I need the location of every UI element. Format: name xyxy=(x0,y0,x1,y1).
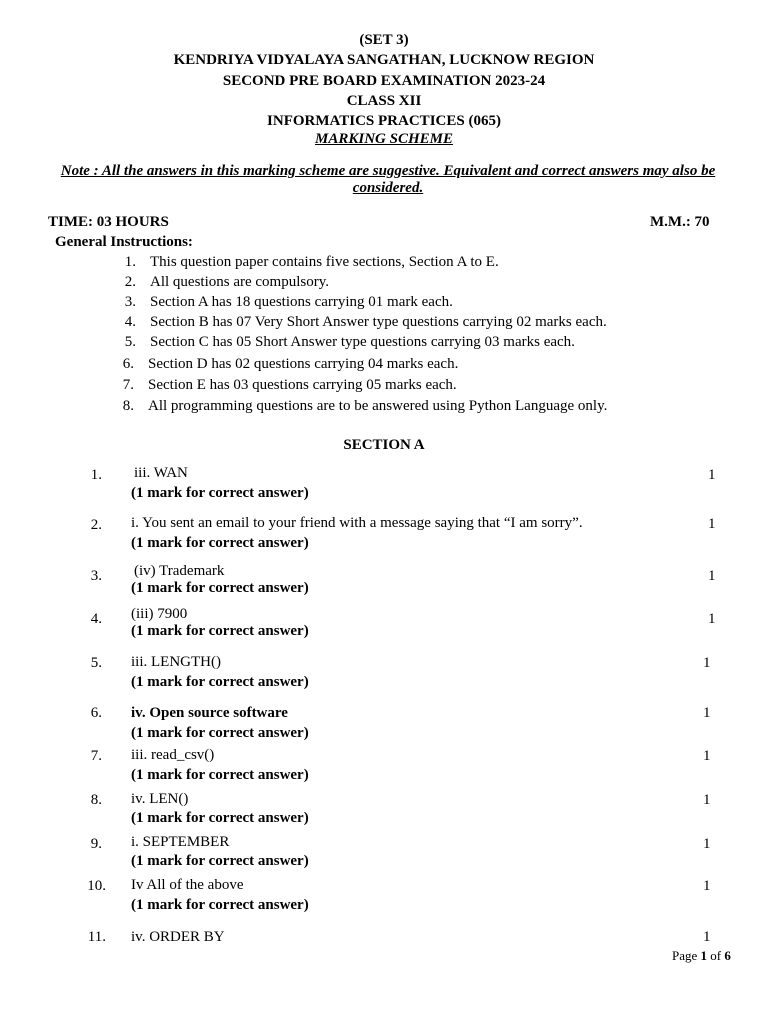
marking-note: (1 mark for correct answer) xyxy=(131,580,309,596)
marking-note: (1 mark for correct answer) xyxy=(131,767,309,783)
instruction-number: 3. xyxy=(124,294,136,310)
question-number: 5. xyxy=(90,655,102,671)
class-title: CLASS XII xyxy=(346,93,422,109)
instruction-text: All programming questions are to be answered using Python Language only. xyxy=(148,398,608,414)
exam-title: SECOND PRE BOARD EXAMINATION 2023-24 xyxy=(222,73,546,89)
question-number: 3. xyxy=(90,568,102,584)
instruction-number: 5. xyxy=(124,334,136,350)
answer-text: iii. WAN xyxy=(134,465,188,481)
question-number: 4. xyxy=(90,611,102,627)
marking-note: (1 mark for correct answer) xyxy=(131,810,309,826)
marking-note: (1 mark for correct answer) xyxy=(131,485,309,501)
marks-value: 1 xyxy=(703,792,711,808)
answer-text: iii. LENGTH() xyxy=(131,654,221,670)
marking-note: (1 mark for correct answer) xyxy=(131,674,309,690)
answer-text: iii. read_csv() xyxy=(131,747,215,763)
question-number: 9. xyxy=(90,836,102,852)
answer-text: (iii) 7900 xyxy=(131,606,188,622)
question-number: 8. xyxy=(90,792,102,808)
instruction-number: 4. xyxy=(124,314,136,330)
max-marks-label: M.M.: 70 xyxy=(650,214,710,230)
organization-title: KENDRIYA VIDYALAYA SANGATHAN, LUCKNOW REGION xyxy=(173,52,595,68)
instruction-number: 7. xyxy=(122,377,134,393)
instructions-title: General Instructions: xyxy=(55,234,193,250)
marks-value: 1 xyxy=(703,836,711,852)
subject-title: INFORMATICS PRACTICES (065) xyxy=(267,113,501,129)
question-number: 11. xyxy=(87,929,106,945)
answer-text: Iv All of the above xyxy=(131,877,244,893)
answer-text: i. SEPTEMBER xyxy=(131,834,230,850)
set-label: (SET 3) xyxy=(359,32,409,48)
instruction-text: Section A has 18 questions carrying 01 mark each. xyxy=(150,294,453,310)
instruction-number: 2. xyxy=(124,274,136,290)
marks-value: 1 xyxy=(703,929,711,945)
marks-value: 1 xyxy=(708,568,716,584)
answer-text: iv. LEN() xyxy=(131,791,189,807)
section-title: SECTION A xyxy=(343,437,425,453)
instruction-text: Section B has 07 Very Short Answer type questions carrying 02 marks each. xyxy=(150,314,607,330)
page-number: 1 xyxy=(700,948,708,963)
marks-value: 1 xyxy=(703,705,711,721)
instruction-number: 8. xyxy=(122,398,134,414)
marking-note: (1 mark for correct answer) xyxy=(131,535,309,551)
page-footer xyxy=(672,948,731,964)
marks-value: 1 xyxy=(703,748,711,764)
marks-value: 1 xyxy=(708,467,716,483)
page-total: 6 xyxy=(724,948,731,963)
question-number: 6. xyxy=(90,705,102,721)
answer-text: iv. ORDER BY xyxy=(131,929,225,945)
instruction-text: All questions are compulsory. xyxy=(150,274,329,290)
marking-note: (1 mark for correct answer) xyxy=(131,725,309,741)
marks-value: 1 xyxy=(708,611,716,627)
instruction-number: 6. xyxy=(122,356,134,372)
document-type: MARKING SCHEME xyxy=(315,131,453,147)
answer-text: i. You sent an email to your friend with a message saying that “I am sorry”. xyxy=(131,515,583,531)
time-label: TIME: 03 HOURS xyxy=(48,214,169,230)
marking-note: (1 mark for correct answer) xyxy=(131,853,309,869)
marking-note: (1 mark for correct answer) xyxy=(131,897,309,913)
instruction-text: This question paper contains five sections, Section A to E. xyxy=(150,254,499,270)
answer-text: iv. Open source software xyxy=(131,705,288,721)
answer-text: (iv) Trademark xyxy=(134,563,225,579)
marks-value: 1 xyxy=(708,516,716,532)
note: Note : All the answers in this marking scheme are suggestive. Equivalent and correct answers may also be considered. xyxy=(60,163,716,196)
of-word: of xyxy=(707,948,725,963)
instruction-text: Section C has 05 Short Answer type questions carrying 03 marks each. xyxy=(150,334,575,350)
instruction-text: Section E has 03 questions carrying 05 marks each. xyxy=(148,377,457,393)
instruction-text: Section D has 02 questions carrying 04 marks each. xyxy=(148,356,459,372)
marks-value: 1 xyxy=(703,878,711,894)
question-number: 7. xyxy=(90,748,102,764)
question-number: 10. xyxy=(87,878,106,894)
marks-value: 1 xyxy=(703,655,711,671)
marking-note: (1 mark for correct answer) xyxy=(131,623,309,639)
instruction-number: 1. xyxy=(124,254,136,270)
question-number: 1. xyxy=(90,467,102,483)
page-word: Page xyxy=(672,948,701,963)
question-number: 2. xyxy=(90,517,102,533)
